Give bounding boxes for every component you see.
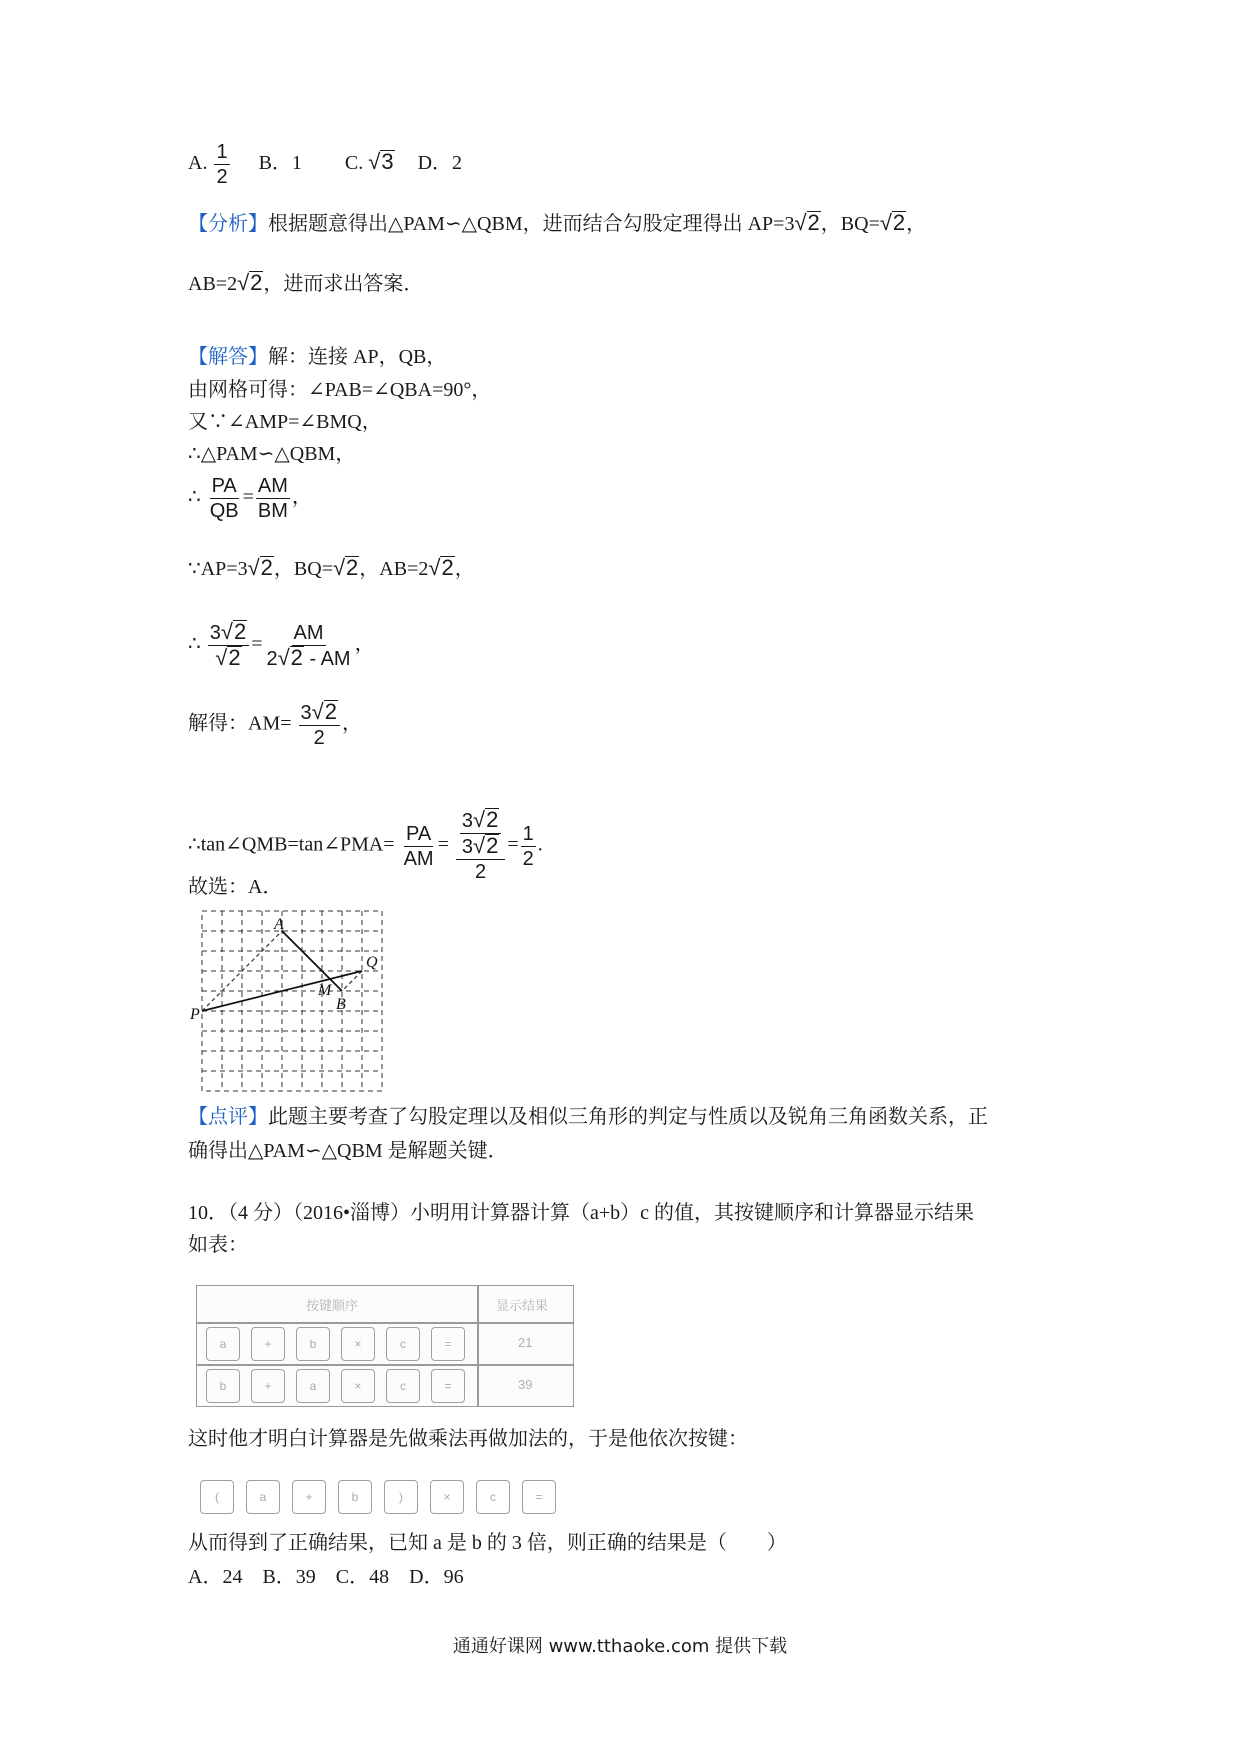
comment-line-1: 【点评】此题主要考查了勾股定理以及相似三角形的判定与性质以及锐角三角函数关系，正 bbox=[188, 1106, 988, 1128]
row1-key-c: c bbox=[386, 1327, 420, 1361]
choice-c-label: C. bbox=[344, 152, 364, 175]
solution-answer: 故选：A． bbox=[188, 876, 283, 898]
point-a-label: A bbox=[274, 916, 284, 933]
point-q-label: Q bbox=[366, 954, 378, 971]
row1-key-times: × bbox=[341, 1327, 375, 1361]
grid-figure bbox=[190, 905, 400, 1095]
row2-key-equals: = bbox=[431, 1369, 465, 1403]
page-footer: 通通好课网 www.tthaoke.com 提供下载 bbox=[452, 1636, 788, 1657]
analysis-line-1: 【分析】根据题意得出△PAM∽△QBM，进而结合勾股定理得出 AP=3√2，BQ=√2， bbox=[188, 210, 927, 235]
solution-tag: 【解答】 bbox=[188, 346, 268, 368]
row2-result: 39 bbox=[518, 1377, 533, 1392]
solution-line-1: 【解答】解：连接 AP，QB， bbox=[188, 346, 447, 368]
row2-key-plus: + bbox=[251, 1369, 285, 1403]
row2-key-b: b bbox=[206, 1369, 240, 1403]
seq-key-rparen: ) bbox=[384, 1480, 418, 1514]
table-header-result: 显示结果 bbox=[496, 1298, 549, 1313]
seq-key-lparen: ( bbox=[200, 1480, 234, 1514]
row2-key-a: a bbox=[296, 1369, 330, 1403]
row1-key-equals: = bbox=[431, 1327, 465, 1361]
analysis-tag: 【分析】 bbox=[188, 213, 268, 235]
row2-key-c: c bbox=[386, 1369, 420, 1403]
seq-key-b: b bbox=[338, 1480, 372, 1514]
comment-tag: 【点评】 bbox=[188, 1106, 268, 1128]
choice-b: B．1 bbox=[258, 152, 302, 175]
choice-a-label: A. bbox=[188, 152, 208, 175]
comment-line-2: 确得出△PAM∽△QBM 是解题关键． bbox=[188, 1140, 508, 1162]
row1-key-b: b bbox=[296, 1327, 330, 1361]
solution-am-line: 解得：AM= $\frac{3√2}{2}$ ， bbox=[188, 699, 362, 749]
q10-line-1: 10．（4 分）（2016•淄博）小明用计算器计算（a+b）c 的值，其按键顺序和计算器显示结果 bbox=[188, 1202, 975, 1224]
key-table bbox=[196, 1285, 576, 1405]
solution-equation-line: ∴ $\frac{3√2}{√2}$ = $\frac{AM}{2√2 - AM}$ ， bbox=[188, 619, 375, 670]
solution-ratio-line: ∴ $\frac{PA}{QB}$ = $\frac{AM}{BM}$ ， bbox=[188, 475, 312, 522]
key-sequence bbox=[200, 1478, 580, 1518]
seq-key-times: × bbox=[430, 1480, 464, 1514]
seq-key-equals: = bbox=[522, 1480, 556, 1514]
point-p-label: P bbox=[190, 1006, 200, 1023]
row1-key-a: a bbox=[206, 1327, 240, 1361]
choice-c-sqrt: √3 bbox=[368, 149, 394, 175]
row1-result: 21 bbox=[518, 1335, 533, 1350]
grid-lines bbox=[202, 911, 382, 1091]
solution-line-4: ∴△PAM∽△QBM， bbox=[188, 443, 356, 465]
solution-tan-line: ∴tan∠QMB=tan∠PMA= $\frac{PA}{AM}$ = $\frac{\frac{3√2}{3√2}}{2}$ = $\frac{1}{2}$ . bbox=[188, 807, 543, 883]
solution-line-2: 由网格可得：∠PAB=∠QBA=90°， bbox=[188, 379, 492, 401]
choice-a-fraction: $\frac{1}{2}$ bbox=[216, 141, 228, 188]
seq-key-a: a bbox=[246, 1480, 280, 1514]
solution-given-line: ∵AP=3√2，BQ=√2，AB=2√2， bbox=[188, 555, 475, 580]
analysis-line-2: AB=2√2，进而求出答案． bbox=[188, 270, 424, 295]
seq-key-c: c bbox=[476, 1480, 510, 1514]
seq-key-plus: + bbox=[292, 1480, 326, 1514]
point-b-label: B bbox=[336, 996, 346, 1013]
choice-d: D．2 bbox=[417, 152, 463, 175]
point-m-label: M bbox=[318, 982, 332, 999]
solution-line-3: 又∵∠AMP=∠BMQ， bbox=[188, 411, 382, 433]
q10-choices: A．24 B．39 C．48 D．96 bbox=[188, 1566, 464, 1588]
row2-key-times: × bbox=[341, 1369, 375, 1403]
q9-choices bbox=[188, 140, 462, 189]
q10-line-3: 这时他才明白计算器是先做乘法再做加法的，于是他依次按键： bbox=[188, 1428, 748, 1450]
q10-line-2: 如表： bbox=[188, 1234, 248, 1256]
row1-key-plus: + bbox=[251, 1327, 285, 1361]
table-header-keys: 按键顺序 bbox=[306, 1298, 359, 1313]
q10-line-4: 从而得到了正确结果，已知 a 是 b 的 3 倍，则正确的结果是（ ） bbox=[188, 1532, 787, 1554]
